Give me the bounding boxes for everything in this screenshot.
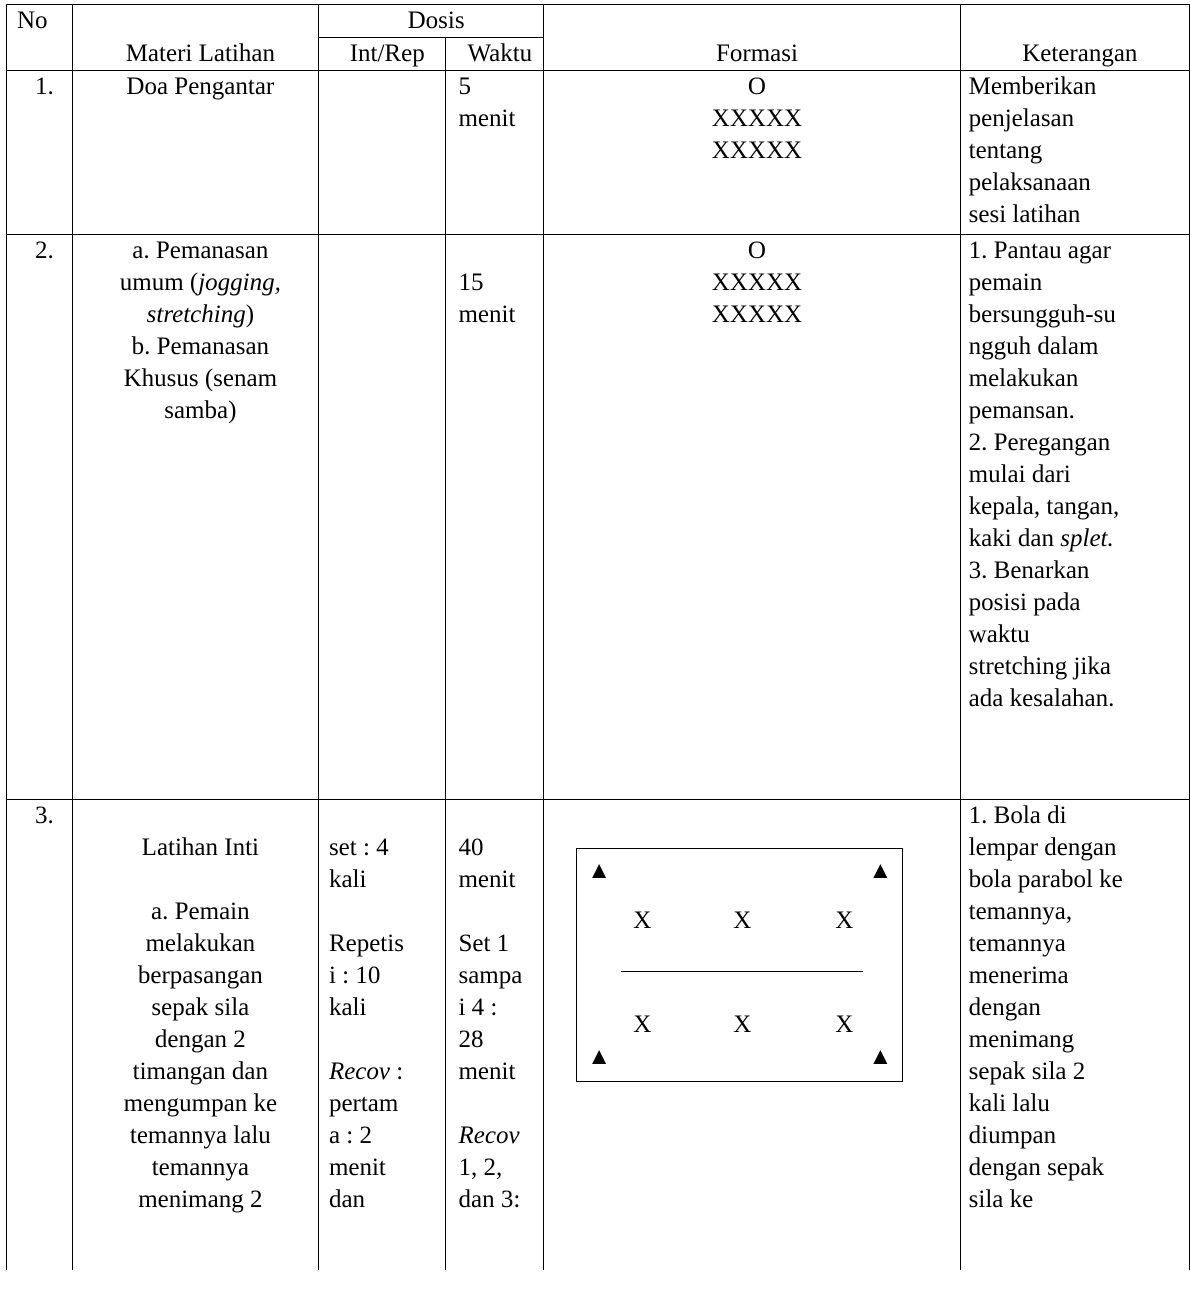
keterangan-cell: 1. Bola di lempar dengan bola parabol ke temannya, temannya menerima dengan menimang sepak sila 2 kali lalu diumpan dengan sepak sila ke — [960, 800, 1189, 1270]
table-row — [7, 71, 1190, 235]
net-line — [621, 971, 863, 972]
header-row — [7, 5, 1190, 38]
cone-marker: ▲ — [868, 858, 893, 884]
header-materi: Materi Latihan — [72, 5, 318, 71]
waktu-cell: 5 menit — [446, 71, 544, 235]
player-marker: X — [633, 1011, 652, 1038]
cone-marker: ▲ — [587, 858, 612, 884]
keterangan-cell: 1. Pantau agar pemain bersungguh-su ngguh dalam melakukan pemansan. 2. Peregangan mulai dari kepala, tangan, kaki dan splet. 3. Benarkan posisi pada waktu stretching jika ada kesalahan. — [960, 235, 1189, 800]
player-marker: X — [733, 907, 752, 934]
waktu-cell: 40 menit Set 1 sampa i 4 : 28 menit Recov 1, 2, dan 3: — [446, 800, 544, 1270]
materi-cell: a. Pemanasan umum (jogging, stretching) b. Pemanasan Khusus (senam samba) — [72, 235, 318, 800]
player-row: XXXXX — [711, 301, 803, 328]
header-no: No — [7, 5, 73, 71]
player-row: XXXXX — [711, 137, 803, 164]
table-row — [7, 235, 1190, 800]
player-marker: X — [733, 1011, 752, 1038]
header-intrep: Int/Rep — [318, 38, 446, 71]
waktu-cell: 15 menit — [446, 235, 544, 800]
player-marker: X — [633, 907, 652, 934]
intrep-cell — [318, 235, 446, 800]
intrep-cell: set : 4 kali Repetis i : 10 kali Recov : pertam a : 2 menit dan — [318, 800, 446, 1270]
header-keterangan: Keterangan — [960, 5, 1189, 71]
cone-marker: ▲ — [868, 1044, 893, 1070]
materi-cell: Doa Pengantar — [72, 71, 318, 235]
coach-mark: O — [747, 237, 766, 264]
header-formasi: Formasi — [544, 5, 960, 71]
header-dosis: Dosis — [318, 5, 543, 38]
row-number: 1. — [7, 71, 73, 235]
header-waktu: Waktu — [446, 38, 544, 71]
table-row — [7, 800, 1190, 1270]
coach-mark: O — [747, 73, 766, 100]
cone-marker: ▲ — [587, 1044, 612, 1070]
player-marker: X — [835, 907, 854, 934]
row-number: 2. — [7, 235, 73, 800]
player-marker: X — [835, 1011, 854, 1038]
materi-cell: Latihan Inti a. Pemain melakukan berpasangan sepak sila dengan 2 timangan dan mengumpan ke temannya lalu temannya menimang 2 — [72, 800, 318, 1270]
formasi-cell — [544, 800, 960, 1270]
formasi-cell — [544, 71, 960, 235]
row-number: 3. — [7, 800, 73, 1270]
player-row: XXXXX — [711, 269, 803, 296]
intrep-cell — [318, 71, 446, 235]
player-row: XXXXX — [711, 105, 803, 132]
keterangan-cell: Memberikan penjelasan tentang pelaksanaan sesi latihan — [960, 71, 1189, 235]
court-diagram — [576, 848, 903, 1082]
formasi-cell — [544, 235, 960, 800]
training-plan-table — [6, 4, 1190, 1270]
